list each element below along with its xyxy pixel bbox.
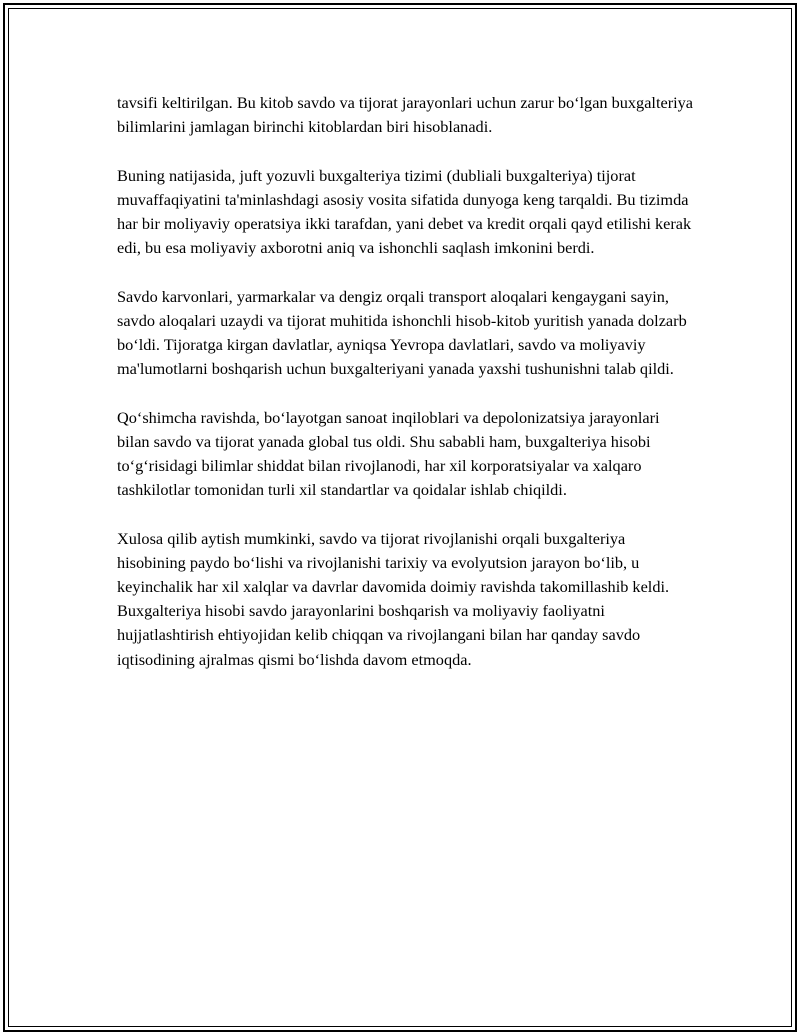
paragraph-4: Qo‘shimcha ravishda, bo‘layotgan sanoat inqiloblari va depolonizatsiya jarayonlari bilan savdo va tijorat yanada global tus oldi. Shu sababli ham, buxgalteriya hisobi to‘g‘risidagi bilimlar shiddat bilan rivojlanodi, har xil korporatsiyalar va xalqaro tashkilotlar tomonidan turli xil standartlar va qoidalar ishlab chiqildi. [117,407,660,500]
document-body [117,91,693,672]
paragraph-3: Savdo karvonlari, yarmarkalar va dengiz orqali transport aloqalari kengaygani sayin, savdo aloqalari uzaydi va tijorat muhitida ishonchli hisob-kitob yuritish yanada dolzarb bo‘ldi. Tijoratga kirgan davlatlar, ayniqsa Yevropa davlatlari, savdo va moliyaviy ma'lumotlarni boshqarish uchun buxgalteriyani yanada yaxshi tushunishni talab qildi. [117,286,687,379]
paragraph-5: Xulosa qilib aytish mumkinki, savdo va tijorat rivojlanishi orqali buxgalteriya hisobining paydo bo‘lishi va rivojlanishi tarixiy va evolyutsion jarayon bo‘lib, u keyinchalik har xil xalqlar va davrlar davomida doimiy ravishda takomillashib keldi. Buxgalteriya hisobi savdo jarayonlarini boshqarish va moliyaviy faoliyatni hujjatlashtirish ehtiyojidan kelib chiqqan va rivojlangani bilan har qanday savdo iqtisodining ajralmas qismi bo‘lishda davom etmoqda. [117,528,670,669]
paragraph-2: Buning natijasida, juft yozuvli buxgalteriya tizimi (dubliali buxgalteriya) tijorat muvaffaqiyatini ta'minlashdagi asosiy vosita sifatida dunyoga keng tarqaldi. Bu tizimda har bir moliyaviy operatsiya ikki tarafdan, yani debet va kredit orqali qayd etilishi kerak edi, bu esa moliyaviy axborotni aniq va ishonchli saqlash imkonini berdi. [117,165,692,258]
paragraph-1: tavsifi keltirilgan. Bu kitob savdo va tijorat jarayonlari uchun zarur bo‘lgan buxgalteriya bilimlarini jamlagan birinchi kitoblardan biri hisoblanadi. [117,93,694,137]
